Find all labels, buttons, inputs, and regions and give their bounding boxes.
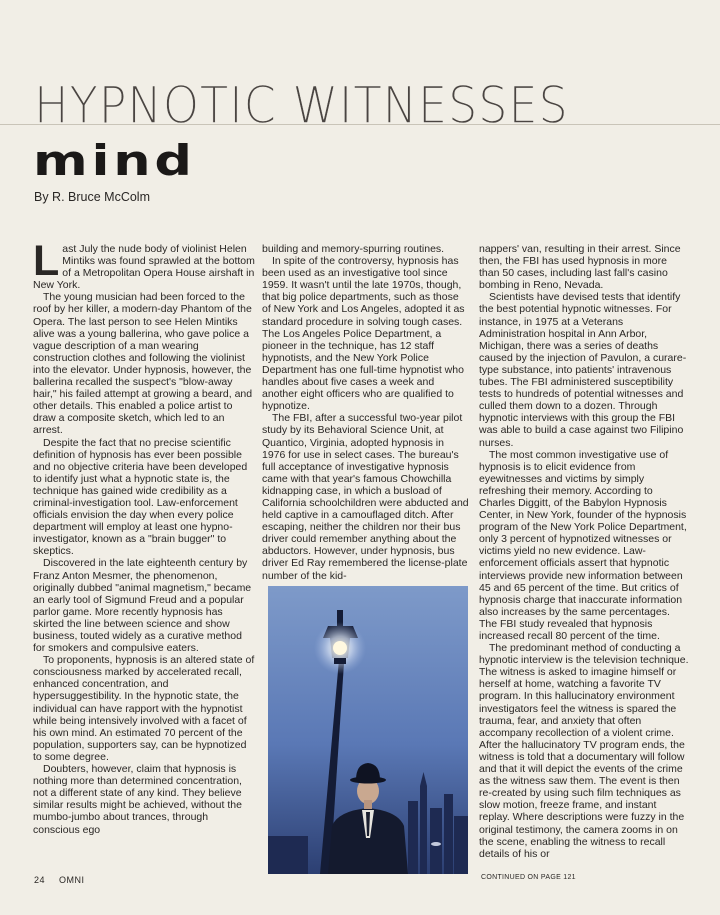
magazine-name: OMNI	[59, 875, 85, 885]
article-paragraph: The young musician had been forced to the roof by her killer, a modern-day Phantom of the Opera. The last person to see Helen Mintiks alive was a young ballerina, who gave police a vague description of a man wearing construction clothes and following the violinist into the elevator. Under hypnosis, however, the ballerina recalled the suspect's "blow-away hair," his failed attempt at growing a beard, and other details. This enabled a police artist to draw a composite sketch, which led to an arrest.	[33, 291, 253, 437]
street-light	[431, 842, 441, 846]
article-paragraph: The most common investigative use of hypnosis is to elicit evidence from eyewitnesses and victims by simply refreshing their memory. According to Charles Diggitt, of the Babylon Hypnosis Center, in New York, founder of the hypnosis program of the New York Police Department, only 3 percent of hypnotized witnesses or victims yield no new evidence. Law-enforcement officials assert that hypnotic interviews provide new information between 45 and 65 percent of the time. But critics of hypnosis charge that inaccurate information also increases by the same percentages. The FBI study revealed that hypnosis increased recall 80 percent of the time.	[479, 448, 687, 642]
streetlamp-photo	[268, 586, 468, 874]
article-paragraph: The FBI, after a successful two-year pilot study by its Behavioral Science Unit, at Quantico, Virginia, adopted hypnosis in 1976 for use in select cases. The bureau's full acceptance of investigative hypnosis came with that year's famous Chowchilla kidnapping case, in which a busload of California schoolchildren were abducted and held captive in a camouflaged ditch. After escaping, neither the children nor their bus driver could remember anything about the abductors. However, under hypnosis, bus driver Ed Ray remembered the license-plate number of the kid-	[262, 412, 469, 582]
continued-note: CONTINUED ON PAGE 121	[481, 874, 576, 881]
article-paragraph: nappers' van, resulting in their arrest. Since then, the FBI has used hypnosis in more than 50 cases, including last fall's casino bombing in Reno, Nevada.	[479, 243, 681, 292]
article-column-3	[479, 243, 689, 860]
article-paragraph: Discovered in the late eighteenth century by Franz Anton Mesmer, the phenomenon, originally dubbed "animal magnetism," became an early tool of Sigmund Freud and a popular parlor game. More recently hypnosis has skirted the line between science and show business, touted widely as a curative method for smokers and compulsive eaters.	[33, 557, 252, 655]
byline: By R. Bruce McColm	[34, 190, 150, 204]
article-column-2	[262, 243, 470, 582]
article-paragraph: Despite the fact that no precise scientific definition of hypnosis has ever been possible and no objective criteria have been developed to identify just what a hypnotic state is, the technique has gained wide credibility as a criminal-investigation tool. Law-enforcement officials envision the day when every police department will employ at least one hypno-investigator, known as a "brain bugger" to skeptics.	[33, 436, 248, 558]
article-paragraph: Doubters, however, claim that hypnosis is nothing more than determined concentration, not a different state of any kind. They believe similar results might be achieved, without the mumbo-jumbo about trances, through conscious ego	[33, 763, 242, 836]
article-paragraph: Last July the nude body of violinist Helen Mintiks was found sprawled at the bottom of a Metropolitan Opera House airshaft in New York.	[33, 237, 255, 292]
article-paragraph: In spite of the controversy, hypnosis has been used as an investigative tool since 1959. It wasn't until the late 1970s, though, that big police departments, such as those of New York and Los Angeles, adopted it as standard procedure in solving tough cases. The Los Angeles Police Department, a pioneer in the technique, has 12 staff hypnotists, and the New York Police Department has one full-time hypnotist who handles about five cases a week and another eight officers who are qualified to hypnotize.	[262, 255, 465, 413]
article-paragraph: The predominant method of conducting a hypnotic interview is the television technique. The witness is asked to imagine himself or herself at home, watching a favorite TV program. In this hallucinatory environment investigators feel the witness is spared the trauma, fear, and anxiety that often accompany recollection of a violent crime. After the hallucinatory TV program ends, the witness is told that a documentary will follow and that it will depict the events of the crime as the witness saw them. The event is then re-created by using such film techniques as slow motion, freeze frame, and instant replay. Where descriptions were fuzzy in the original testimony, the camera zooms in on the scene, enabling the witness to recall details of his or	[479, 642, 689, 860]
article-paragraph: Scientists have devised tests that identify the best potential hypnotic witnesses. For instance, in 1975 at a Veterans Administration hospital in Ann Arbor, Michigan, there was a series of deaths caused by the injection of Pavulon, a curare-type substance, into patients' intravenous tubes. The FBI administered susceptibility tests to hundreds of potential witnesses and culled them down to a dozen. Through hypnotic interviews with this group the FBI was able to build a case against two Filipino nurses.	[479, 291, 687, 449]
article-paragraph: building and memory-spurring routines.	[262, 243, 445, 255]
drop-cap: L	[33, 237, 60, 285]
headline: HYPNOTIC WITNESSES	[34, 76, 569, 135]
article-column-1	[33, 237, 255, 836]
page-footer	[34, 875, 99, 885]
section-title: mind	[33, 136, 196, 185]
page-number: 24	[34, 875, 46, 885]
article-paragraph: To proponents, hypnosis is an altered state of consciousness marked by accelerated recall, enhanced concentration, and hypersuggestibility. In the hypnotic state, the individual can have rapport with the hypnotist while being intensively involved with a facet of his own mind. An estimated 70 percent of the population, supporters say, can be hypnotized to some degree.	[33, 654, 255, 763]
